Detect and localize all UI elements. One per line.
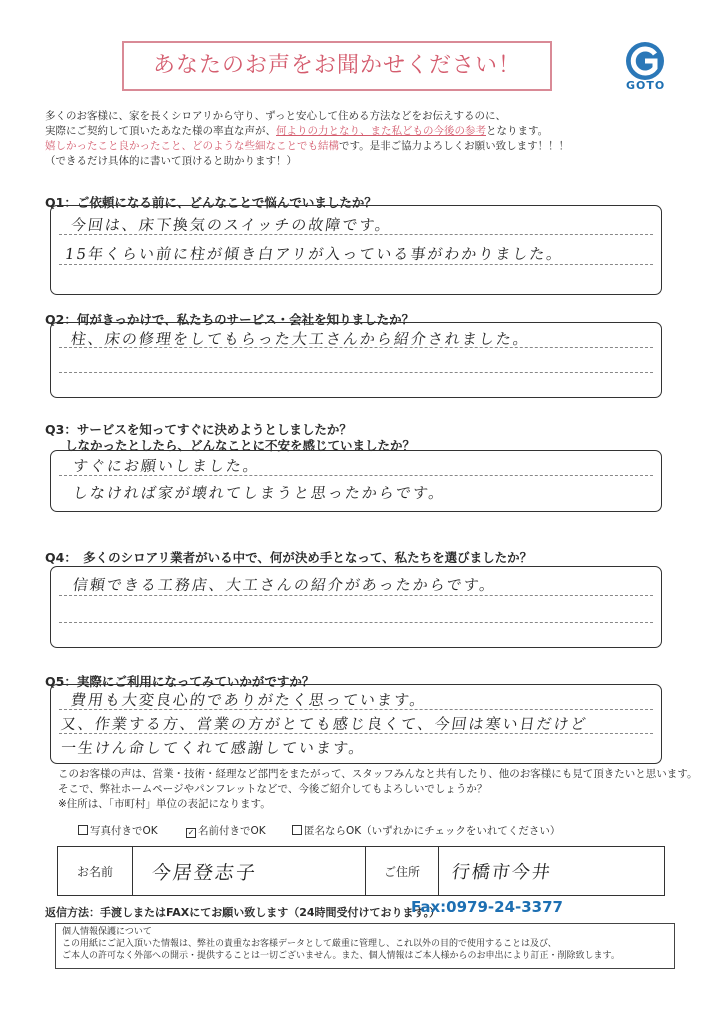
answer-3-line-2: しなければ家が壊れてしまうと思ったからです。 — [71, 484, 447, 502]
checkbox-checked-icon[interactable]: ✓ — [187, 828, 195, 837]
consent-name-option[interactable]: ✓ 名前付きでOK — [187, 825, 266, 837]
notice-line-3: ※住所は、「市町村」単位の表記になります。 — [58, 798, 271, 810]
checkbox-icon[interactable] — [292, 825, 302, 835]
checkbox-icon[interactable] — [78, 825, 88, 835]
notice-line-2: そこで、弊社ホームページやパンフレットなどで、今後ご紹介してもよろしいでしょうか？ — [58, 783, 488, 795]
answer-5-line-1: 費用も大変良心的でありがたく思っています。 — [69, 691, 429, 709]
page-title: あなたのお声をお聞かせください！ — [122, 41, 552, 91]
question-2-label: Q2：何がきっかけで、私たちのサービス・会社を知りましたか？ — [45, 312, 415, 327]
answer-1-line-2: 15年くらい前に柱が傾き白アリが入っている事がわかりました。 — [63, 245, 565, 263]
answer-5-line-3: 一生けん命してくれて感謝しています。 — [59, 739, 368, 757]
privacy-line-3: ご本人の許可なく外部への開示・提供することは一切ございません。また、個人情報はご本人様からのお申出により訂正・削除致します。 — [62, 951, 620, 961]
name-label: お名前 — [58, 847, 133, 896]
question-3-label: Q3：サービスを知ってすぐに決めようとしましたか？ — [45, 422, 352, 437]
fax-number: Fax:0979-24-3377 — [411, 898, 563, 916]
reply-method: 返信方法：手渡しまたはFAXにてお願い致します（24時間受付けております。） — [45, 906, 441, 919]
question-4-label: Q4： 多くのシロアリ業者がいる中で、何が決め手となって、私たちを選びましたか？ — [45, 550, 533, 565]
question-3-sublabel: しなかったとしたら、どんなことに不安を感じていましたか？ — [65, 438, 416, 453]
address-label: ご住所 — [366, 847, 439, 896]
answer-2-line-1: 柱、床の修理をしてもらった大工さんから紹介されました。 — [69, 330, 532, 348]
logo-text: GOTO — [626, 79, 666, 92]
question-5-label: Q5：実際にご利用になってみていかがですか？ — [45, 674, 315, 689]
notice-line-1: このお客様の声は、営業・技術・経理など部門をまたがって、スタッフみんなと共有したり、他のお客様にも見て頂きたいと思います。 — [58, 768, 698, 780]
answer-3-line-1: すぐにお願いしました。 — [71, 457, 262, 475]
name-field[interactable]: 今居登志子 — [133, 847, 366, 896]
intro-line-1: 多くのお客様に、家を長くシロアリから守り、ずっと安心して住める方法などをお伝えするのに、 — [45, 110, 506, 122]
answer-box-3 — [50, 450, 662, 512]
intro-line-3: 嬉しかったこと良かったこと、どのような些細なことでも結構です。是非ご協力よろしくお願い致します！！！ — [45, 140, 570, 152]
customer-info-table — [57, 846, 665, 896]
answer-box-1 — [50, 205, 662, 295]
intro-line-2: 実際にご契約して頂いたあなた様の率直な声が、何よりの力となり、また私どもの今後の参考となります。 — [45, 125, 549, 137]
answer-box-2 — [50, 322, 662, 398]
consent-photo-option[interactable]: 写真付きでOK — [78, 823, 158, 838]
answer-box-5 — [50, 684, 662, 764]
consent-anonymous-option[interactable]: 匿名ならOK（いずれかにチェックをいれてください） — [292, 823, 560, 838]
privacy-line-1: 個人情報保護について — [62, 927, 152, 937]
intro-line-4: （できるだけ具体的に書いて頂けると助かります！） — [45, 155, 297, 167]
address-field[interactable]: 行橋市今井 — [439, 847, 665, 896]
privacy-line-2: この用紙にご記入頂いた情報は、弊社の貴重なお客様データとして厳重に管理し、これ以外の目的で使用することは及び、 — [62, 939, 557, 949]
answer-1-line-1: 今回は、床下換気のスイッチの故障です。 — [69, 216, 394, 234]
answer-5-line-2: 又、作業する方、営業の方がとても感じ良くて、今回は寒い日だけど — [59, 715, 589, 733]
question-1-label: Q1：ご依頼になる前に、どんなことで悩んでいましたか？ — [45, 195, 377, 210]
answer-box-4 — [50, 566, 662, 648]
privacy-notice — [55, 923, 675, 969]
answer-4-line-1: 信頼できる工務店、大工さんの紹介があったからです。 — [71, 576, 498, 594]
